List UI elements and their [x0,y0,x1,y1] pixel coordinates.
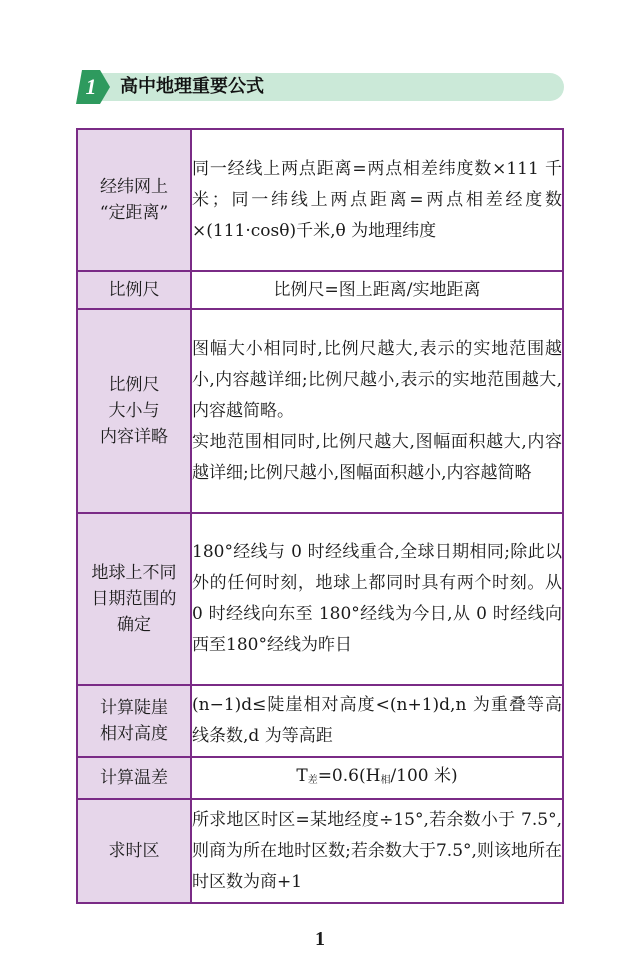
table-row [77,513,563,685]
row-label [77,685,191,757]
row-content: (n−1)d≤陡崖相对高度<(n+1)d,n 为重叠等高线条数,d 为等高距 [191,685,563,757]
formula-end: /100 米) [390,765,458,786]
table-row [77,309,563,513]
table-row [77,129,563,271]
row-label [77,513,191,685]
row-label-text: 计算陡崖 相对高度 [100,698,168,744]
formula-mid: =0.6(H [317,765,381,786]
section-number: 1 [85,74,97,99]
formula-table [76,128,564,904]
row-label-text: 比例尺 大小与 内容详略 [100,375,168,447]
temperature-formula [191,757,563,799]
row-content: 所求地区时区=某地经度÷15°,若余数小于 7.5°,则商为所在地时区数;若余数大于7.5°,则该地所在时区数为商+1 [191,799,563,903]
row-label-text: 地球上不同 日期范围的 确定 [91,563,177,635]
row-content: 同一经线上两点距离=两点相差纬度数×111 千米；同一纬线上两点距离=两点相差经度数×(111·cosθ)千米,θ 为地理纬度 [191,129,563,271]
formula-t-subscript: 差 [307,774,318,786]
row-label-text: 比例尺 [108,280,160,300]
row-label [77,757,191,799]
row-label [77,271,191,309]
formula-t: T [296,765,308,786]
row-label-text: 计算温差 [100,768,168,788]
table-row [77,685,563,757]
page-number: 1 [315,928,325,950]
row-label [77,309,191,513]
row-label-text: 经纬网上 “定距离” [99,177,169,223]
table-row [77,271,563,309]
row-label [77,799,191,903]
table-row [77,757,563,799]
formula-h-subscript: 相 [380,774,391,786]
row-content-text: 图幅大小相同时,比例尺越大,表示的实地范围越小,内容越详细;比例尺越小,表示的实地范围越大,内容越简略。 实地范围相同时,比例尺越大,图幅面积越大,内容越详细;比例尺越小,图幅面积越小,内容越简略 [192,338,562,483]
row-label-text: 求时区 [108,841,160,861]
row-content: 180°经线与 0 时经线重合,全球日期相同;除此以外的任何时刻，地球上都同时具有两个时刻。从 0 时经线向东至 180°经线为今日,从 0 时经线向西至180°经线为昨日 [191,513,563,685]
section-title: 高中地理重要公式 [120,76,264,97]
row-label [77,129,191,271]
table-row [77,799,563,903]
section-header [76,70,564,104]
row-content: 比例尺=图上距离/实地距离 [191,271,563,309]
section-number-badge [76,70,110,104]
row-content [191,309,563,513]
